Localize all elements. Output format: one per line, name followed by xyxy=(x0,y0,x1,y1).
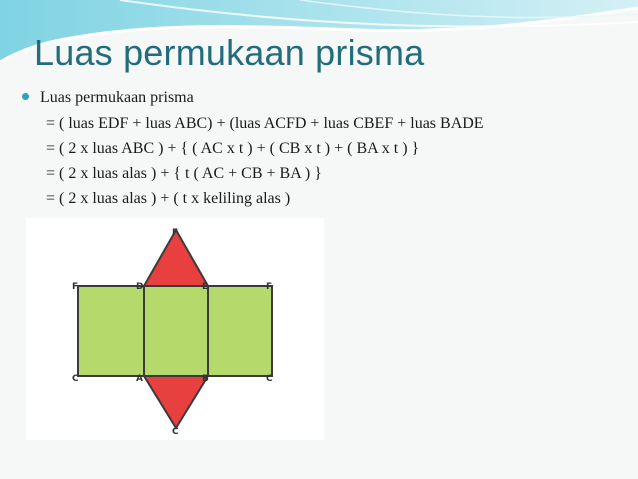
equation-line-1: = ( luas EDF + luas ABC) + (luas ACFD + luas CBEF + luas BADE xyxy=(46,115,484,132)
vertex-label-e: E xyxy=(202,282,209,292)
triangle-abc xyxy=(144,376,208,428)
vertex-label-f-left: F xyxy=(72,282,79,292)
vertex-label-d: D xyxy=(136,282,144,292)
vertex-label-c-left: C xyxy=(72,374,79,384)
vertex-label-a: A xyxy=(136,374,143,384)
vertex-label-c-apex: C xyxy=(172,427,179,437)
rectangle-cbef xyxy=(208,286,272,376)
slide-title: Luas permukaan prisma xyxy=(34,32,425,73)
vertex-label-c-right: C xyxy=(266,374,273,384)
triangle-edf xyxy=(144,230,208,286)
vertex-label-f-apex: F xyxy=(172,228,179,238)
rectangle-bade xyxy=(144,286,208,376)
prism-net-figure xyxy=(26,218,324,440)
vertex-label-b: B xyxy=(202,374,209,384)
equation-line-2: = ( 2 x luas ABC ) + { ( AC x t ) + ( CB x t ) + ( BA x t ) } xyxy=(46,140,420,157)
bullet-text: Luas permukaan prisma xyxy=(40,89,194,106)
equation-line-3: = ( 2 x luas alas ) + { t ( AC + CB + BA ) } xyxy=(46,165,322,182)
bullet-dot-icon xyxy=(22,93,29,100)
equation-line-4: = ( 2 x luas alas ) + ( t x keliling alas ) xyxy=(46,190,291,207)
bullet-item xyxy=(22,89,194,107)
rectangle-acfd xyxy=(78,286,144,376)
vertex-label-f-right: F xyxy=(266,282,273,292)
